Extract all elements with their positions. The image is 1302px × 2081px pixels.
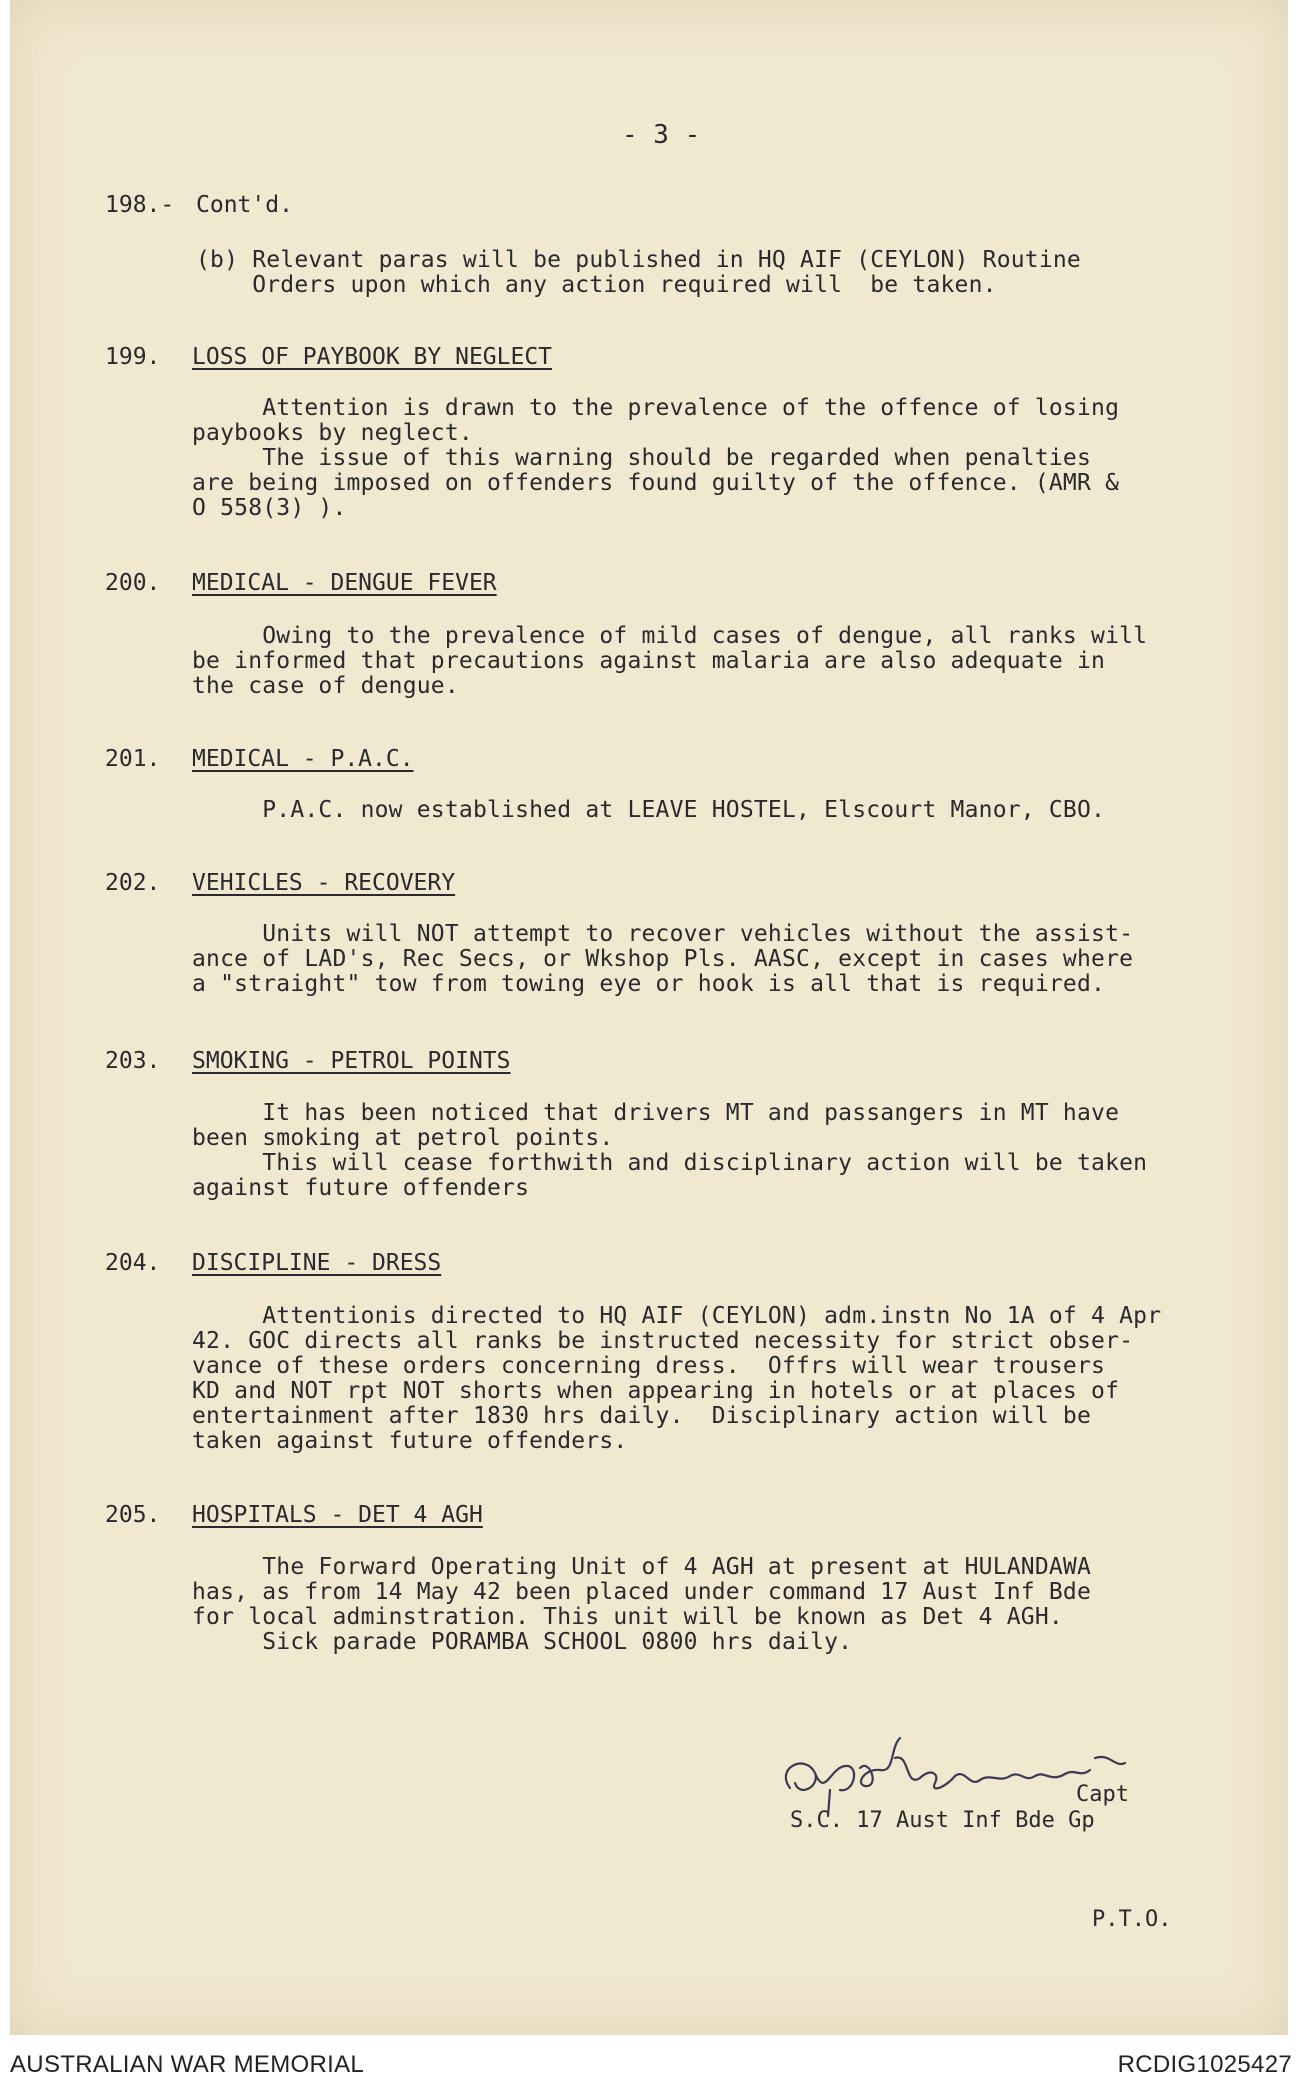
signature-appointment: S.C. 17 Aust Inf Bde Gp [790, 1808, 1095, 1833]
paragraph-line: O 558(3) ). [192, 495, 347, 521]
paragraph-line: against future offenders [192, 1175, 530, 1201]
paragraph-line: paybooks by neglect. [192, 420, 473, 446]
continuation-label: Cont'd. [196, 192, 293, 218]
paragraph-line: The issue of this warning should be regarded when penalties [192, 445, 1092, 471]
signature-rank: Capt [1076, 1782, 1129, 1807]
section-heading: DISCIPLINE - DRESS [192, 1250, 442, 1276]
paragraph-line: has, as from 14 May 42 been placed under command 17 Aust Inf Bde [192, 1579, 1092, 1605]
section-heading: MEDICAL - DENGUE FEVER [192, 570, 497, 596]
paragraph-line: Owing to the prevalence of mild cases of dengue, all ranks will [192, 623, 1148, 649]
paragraph-line: vance of these orders concerning dress. Offrs will wear trousers [192, 1353, 1106, 1379]
section-number: 198.- [105, 192, 175, 218]
paragraph-line: Attentionis directed to HQ AIF (CEYLON) adm.instn No 1A of 4 Apr [192, 1303, 1162, 1329]
paragraph-line: for local adminstration. This unit will be known as Det 4 AGH. [192, 1604, 1063, 1630]
archive-id: RCDIG1025427 [1117, 2051, 1292, 2078]
section-heading: LOSS OF PAYBOOK BY NEGLECT [192, 344, 553, 370]
paragraph-line: ance of LAD's, Rec Secs, or Wkshop Pls. AASC, except in cases where [192, 946, 1134, 972]
section-number: 202. [105, 870, 161, 896]
paragraph-line: KD and NOT rpt NOT shorts when appearing in hotels or at places of [192, 1378, 1120, 1404]
paragraph-line: a "straight" tow from towing eye or hook is all that is required. [192, 971, 1106, 997]
please-turn-over: P.T.O. [1092, 1907, 1172, 1932]
section-number: 199. [105, 344, 161, 370]
paragraph-line: The Forward Operating Unit of 4 AGH at present at HULANDAWA [192, 1554, 1092, 1580]
paragraph-line: (b) Relevant paras will be published in HQ AIF (CEYLON) Routine [196, 247, 1081, 273]
paragraph-line: Sick parade PORAMBA SCHOOL 0800 hrs daily. [192, 1629, 853, 1655]
paragraph-line: entertainment after 1830 hrs daily. Disciplinary action will be [192, 1403, 1092, 1429]
paragraph-line: are being imposed on offenders found guilty of the offence. (AMR & [192, 470, 1120, 496]
page-number: - 3 - [622, 120, 701, 150]
section-number: 205. [105, 1502, 161, 1528]
section-heading: VEHICLES - RECOVERY [192, 870, 456, 896]
archive-name: AUSTRALIAN WAR MEMORIAL [10, 2051, 365, 2078]
paragraph-line: Attention is drawn to the prevalence of the offence of losing [192, 395, 1120, 421]
paragraph-line: It has been noticed that drivers MT and passangers in MT have [192, 1100, 1120, 1126]
section-heading: HOSPITALS - DET 4 AGH [192, 1502, 483, 1528]
paragraph-line: Orders upon which any action required will be taken. [196, 272, 997, 298]
section-heading: MEDICAL - P.A.C. [192, 746, 414, 772]
section-number: 203. [105, 1048, 161, 1074]
paragraph-line: This will cease forthwith and disciplinary action will be taken [192, 1150, 1148, 1176]
paragraph-line: taken against future offenders. [192, 1428, 628, 1454]
paragraph-line: P.A.C. now established at LEAVE HOSTEL, Elscourt Manor, CBO. [192, 797, 1106, 823]
section-number: 201. [105, 746, 161, 772]
section-number: 200. [105, 570, 161, 596]
section-number: 204. [105, 1250, 161, 1276]
paragraph-line: been smoking at petrol points. [192, 1125, 614, 1151]
document-sheet [10, 0, 1288, 2035]
paragraph-line: 42. GOC directs all ranks be instructed necessity for strict obser- [192, 1328, 1134, 1354]
paragraph-line: be informed that precautions against malaria are also adequate in [192, 648, 1106, 674]
section-heading: SMOKING - PETROL POINTS [192, 1048, 511, 1074]
paragraph-line: Units will NOT attempt to recover vehicles without the assist- [192, 921, 1134, 947]
paragraph-line: the case of dengue. [192, 673, 459, 699]
archive-footer [0, 2035, 1302, 2081]
